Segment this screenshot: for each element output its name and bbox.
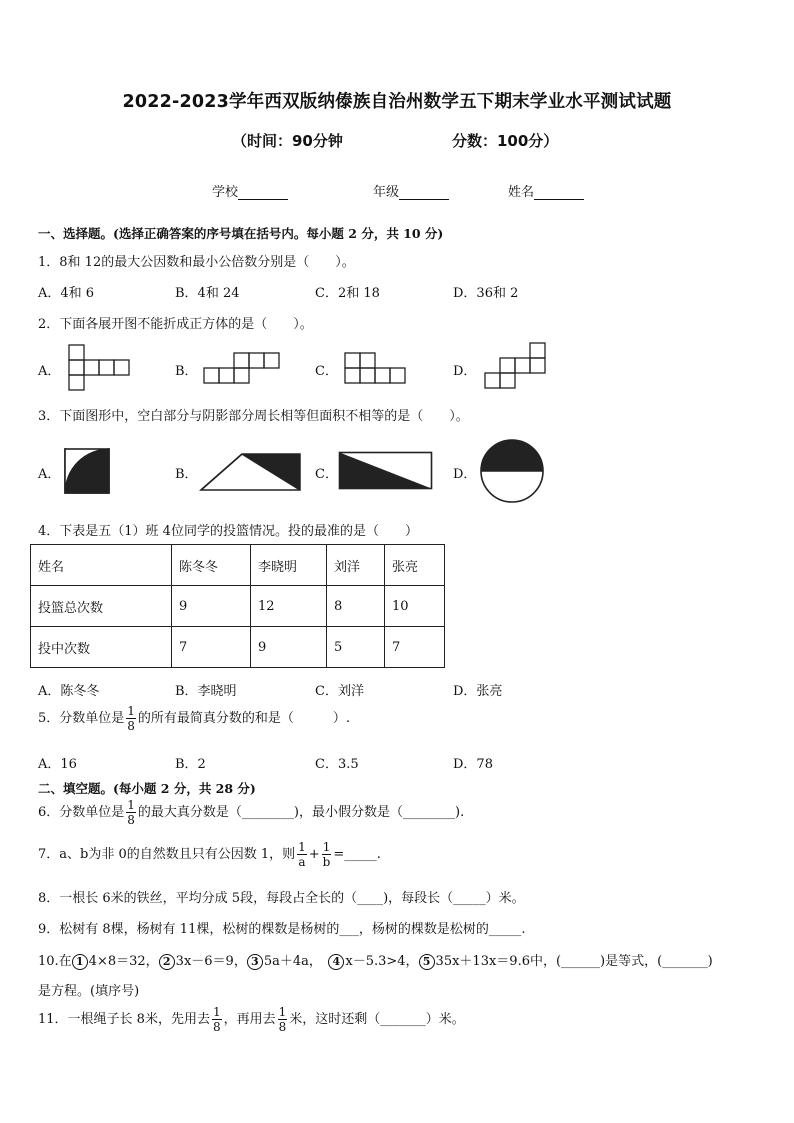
free-throw-table	[30, 544, 445, 668]
q4-option-d: D．张亮	[453, 684, 503, 699]
question-9: 9．松树有 8棵，杨树有 11棵，松树的棵数是杨树的___，杨树的棵数是松树的_____.	[38, 922, 526, 937]
q5-option-a: A．16	[38, 757, 77, 772]
q2-option-d: D．	[453, 364, 477, 379]
name-field: 姓名	[508, 181, 584, 200]
q2-option-a: A．	[38, 364, 61, 379]
exam-time: （时间：90分钟	[232, 132, 343, 150]
q5-option-d: D．78	[453, 757, 493, 772]
question-6: 6．分数单位是 $\frac{1}{8}$ 的最大真分数是（________)，最小假分数是（________).	[38, 798, 465, 827]
question-3: 3．下面图形中，空白部分与阴影部分周长相等但面积不相等的是（ ）。	[38, 409, 469, 424]
school-field: 学校	[212, 181, 288, 200]
question-7: 7．a、b为非 0的自然数且只有公因数 1，则 $\frac{1}{a}$ + $\frac{1}{b}$ =_____.	[38, 840, 381, 869]
question-5: 5．分数单位是 $\frac{1}{8}$ 的所有最简真分数的和是（ ）.	[38, 704, 351, 733]
table-cell: 9	[172, 586, 251, 627]
table-row	[31, 627, 445, 668]
q1-option-c: C．2和 18	[315, 286, 380, 301]
table-cell: 7	[385, 627, 445, 668]
table-cell: 陈冬冬	[172, 545, 251, 586]
section-choice-heading: 一、选择题。(选择正确答案的序号填在括号内。每小题 2 分，共 10 分)	[38, 226, 444, 241]
question-4: 4．下表是五（1）班 4位同学的投篮情况。投的最准的是（ ）	[38, 524, 418, 539]
table-cell: 张亮	[385, 545, 445, 586]
fraction: $\frac{1}{b}$	[322, 840, 331, 869]
shape-parallelogram	[200, 452, 302, 492]
cube-net-c	[344, 352, 408, 386]
q4-option-c: C．刘洋	[315, 684, 364, 699]
table-cell: 8	[327, 586, 385, 627]
table-cell: 投中次数	[31, 627, 172, 668]
q3-option-c: C．	[315, 467, 338, 482]
fraction: $\frac{1}{8}$	[127, 798, 135, 827]
cube-net-a	[68, 344, 132, 392]
fraction: $\frac{1}{8}$	[127, 704, 135, 733]
grade-field: 年级	[373, 181, 449, 200]
table-cell: 7	[172, 627, 251, 668]
fraction: $\frac{1}{8}$	[212, 1005, 221, 1034]
question-11: 11．一根绳子长 8米，先用去 $\frac{1}{8}$ ，再用去 $\frac{1}{8}$ 米，这时还剩（_______）米。	[38, 1005, 465, 1034]
fraction: $\frac{1}{a}$	[298, 840, 306, 869]
q3-option-d: D．	[453, 467, 477, 482]
q4-option-b: B．李晓明	[175, 684, 237, 699]
q3-option-a: A．	[38, 467, 61, 482]
q5-option-c: C．3.5	[315, 757, 359, 772]
table-cell: 刘洋	[327, 545, 385, 586]
page-title: 2022-2023学年西双版纳傣族自治州数学五下期末学业水平测试试题	[122, 92, 672, 112]
q4-option-a: A．陈冬冬	[38, 684, 100, 699]
table-header-row	[31, 545, 445, 586]
table-row	[31, 586, 445, 627]
question-10-line-2: 是方程。(填序号)	[38, 984, 140, 999]
table-cell: 姓名	[31, 545, 172, 586]
q1-option-d: D．36和 2	[453, 286, 519, 301]
question-2: 2．下面各展开图不能折成正方体的是（ ）。	[38, 317, 313, 332]
cube-net-d	[484, 342, 550, 390]
q1-option-a: A．4和 6	[38, 286, 95, 301]
fraction: $\frac{1}{8}$	[278, 1005, 287, 1034]
table-cell: 10	[385, 586, 445, 627]
table-cell: 9	[251, 627, 327, 668]
table-cell: 投篮总次数	[31, 586, 172, 627]
table-cell: 12	[251, 586, 327, 627]
question-1: 1．8和 12的最大公因数和最小公倍数分别是（ ）。	[38, 255, 355, 270]
cube-net-b	[203, 352, 283, 386]
q1-option-b: B．4和 24	[175, 286, 240, 301]
question-10: 10.在 1 4×8＝32， 2 3x－6＝9， 3 5a＋4a， 4 x－5.3>4， 5 35x＋13x＝9.6中，(______)是等式，(_______)	[38, 954, 713, 969]
q5-option-b: B．2	[175, 757, 206, 772]
shape-rectangle-diagonal	[338, 451, 434, 491]
exam-score: 分数：100分）	[452, 132, 559, 150]
shape-half-shaded-circle	[478, 438, 548, 504]
table-cell: 李晓明	[251, 545, 327, 586]
question-8: 8．一根长 6米的铁丝，平均分成 5段，每段占全长的（____)，每段长（_____）米。	[38, 891, 525, 906]
q2-option-b: B．	[175, 364, 198, 379]
table-cell: 5	[327, 627, 385, 668]
shape-square-quarter-circle	[64, 448, 110, 494]
q2-option-c: C．	[315, 364, 338, 379]
q3-option-b: B．	[175, 467, 198, 482]
section-fill-heading: 二、填空题。(每小题 2 分，共 28 分)	[38, 781, 256, 796]
